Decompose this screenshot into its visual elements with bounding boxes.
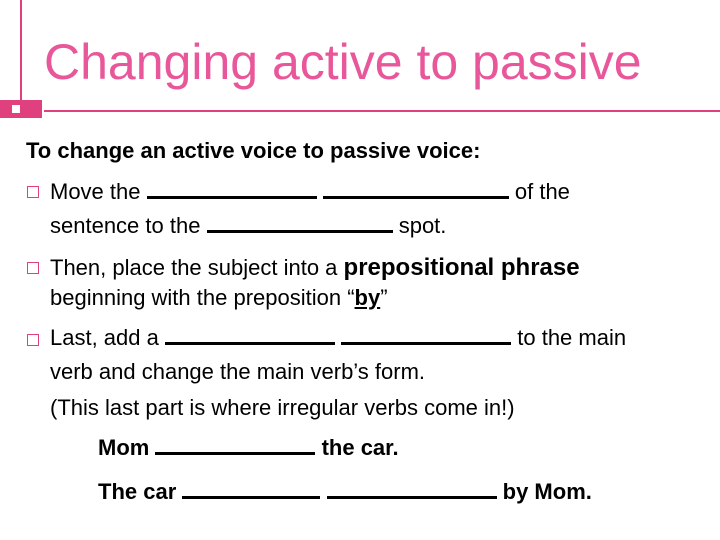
bullet-square-icon xyxy=(27,186,39,198)
step2-line2-start: beginning with the preposition “ xyxy=(50,285,355,310)
step2-line1 xyxy=(50,252,580,284)
step3-text-start: Last, add a xyxy=(50,325,159,350)
step2-text-start: Then, place the subject into a xyxy=(50,255,338,280)
step1-line2 xyxy=(50,210,446,242)
accent-horizontal-line xyxy=(44,110,720,112)
step2-by-word: by xyxy=(354,285,381,310)
blank-4 xyxy=(165,324,335,345)
example2-end: by Mom. xyxy=(502,479,592,504)
blank-7 xyxy=(182,478,320,499)
step2-line2-end: ” xyxy=(380,285,388,310)
example-active xyxy=(98,434,399,461)
example1-end: the car. xyxy=(321,435,399,460)
accent-block-cutout xyxy=(12,105,20,113)
step2-line2 xyxy=(50,282,388,314)
blank-3 xyxy=(207,212,393,233)
step3-line1 xyxy=(50,322,626,354)
step2-bold-phrase: prepositional phrase xyxy=(343,254,580,281)
bullet-square-icon xyxy=(27,334,39,346)
example-passive xyxy=(98,478,592,505)
step1-line1 xyxy=(50,176,570,208)
blank-6 xyxy=(155,434,315,455)
bullet-square-icon xyxy=(27,262,39,274)
blank-5 xyxy=(341,324,511,345)
accent-block xyxy=(0,100,42,118)
step3-line2: verb and change the main verb’s form. xyxy=(50,359,426,384)
step3-line3: (This last part is where irregular verbs come in!) xyxy=(50,395,515,420)
blank-1 xyxy=(147,178,317,199)
slide-title: Changing active to passive xyxy=(44,34,642,90)
blank-8 xyxy=(327,478,497,499)
intro-text: To change an active voice to passive voice: xyxy=(26,138,481,163)
step3-text-end: to the main xyxy=(517,325,627,350)
step1-text-end: of the xyxy=(514,179,570,204)
step1-line2-start: sentence to the xyxy=(50,213,201,238)
blank-2 xyxy=(323,178,509,199)
step1-text-start: Move the xyxy=(50,179,141,204)
step1-line2-end: spot. xyxy=(398,213,447,238)
example1-start: Mom xyxy=(98,435,150,460)
example2-start: The car xyxy=(98,479,177,504)
